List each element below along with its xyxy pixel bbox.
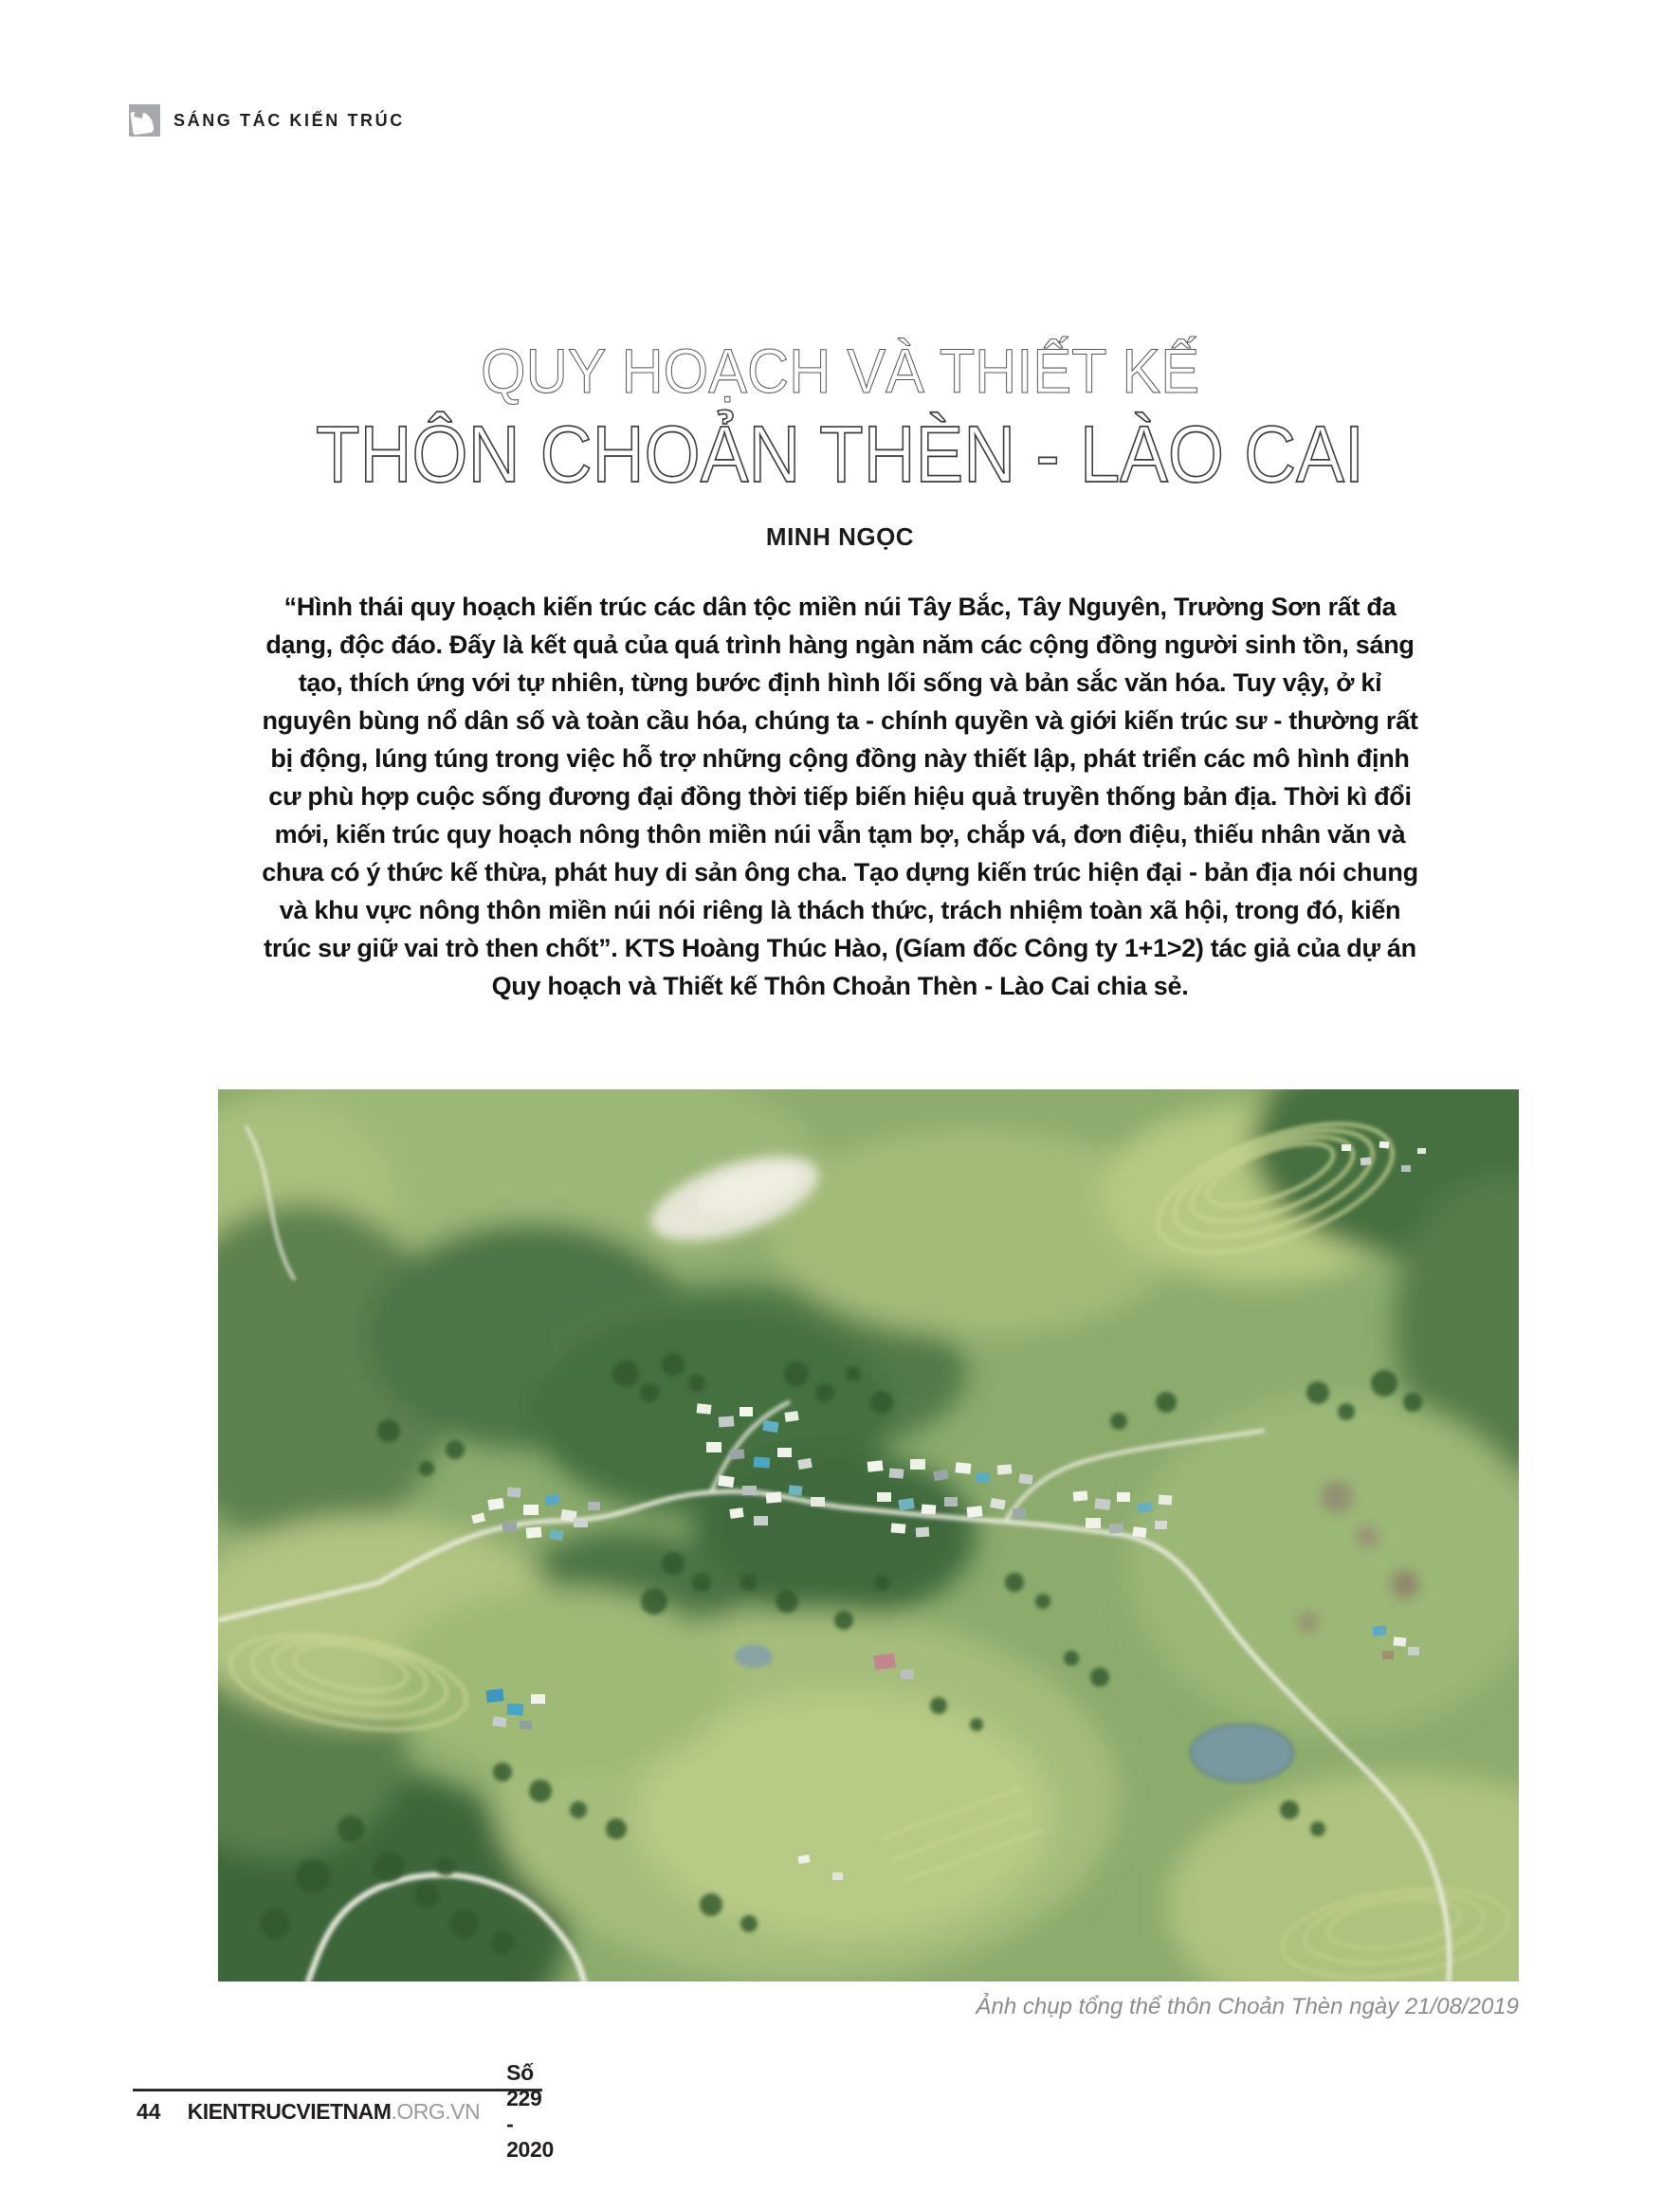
article-author: MINH NGỌC (765, 522, 915, 551)
page-footer (133, 2060, 555, 2162)
logo-notch-shape (134, 108, 144, 119)
article-title-line2: THÔN CHOẢN THÈN - LÀO CAI (316, 410, 1364, 499)
section-header (129, 104, 405, 137)
section-label: SÁNG TÁC KIẾN TRÚC (173, 110, 405, 130)
aerial-photo (218, 1089, 1519, 1982)
aerial-photo-art (218, 1089, 1519, 1982)
article-title-line1: QUY HOẠCH VÀ THIẾT KẾ (481, 336, 1199, 406)
article-title-block (0, 311, 1680, 510)
page-number: 44 (137, 2098, 161, 2124)
magazine-logo-icon (129, 104, 160, 137)
footer-issue: Số 229 - 2020 (506, 2060, 555, 2162)
article-quote: “Hình thái quy hoạch kiến trúc các dân tộc miền núi Tây Bắc, Tây Nguyên, Trường Sơn rất đa dạng, độc đáo. Đấy là kết quả của quá trình hàng ngàn năm các cộng đồng người sinh tồn, sáng tạo, thích ứng với tự nhiên, từng bước định hình lối sống và bản sắc văn hóa. Tuy vậy, ở kỉ nguyên bùng nổ dân số và toàn cầu hóa, chúng ta - chính quyền và giới kiến trúc sư - thường rất bị động, lúng túng trong việc hỗ trợ những cộng đồng này thiết lập, phát triển các mô hình định cư phù hợp cuộc sống đương đại đồng thời tiếp biến hiệu quả truyền thống bản địa. Thời kì đổi mới, kiến trúc quy hoạch nông thôn miền núi vẫn tạm bợ, chắp vá, đơn điệu, thiếu nhân văn và chưa có ý thức kế thừa, phát huy di sản ông cha. Tạo dựng kiến trúc hiện đại - bản địa nói chung và khu vực nông thôn miền núi nói riêng là thách thức, trách nhiệm toàn xã hội, trong đó, kiến trúc sư giữ vai trò then chốt”. KTS Hoàng Thúc Hào, (Gíam đốc Công ty 1+1>2) tác giả của dự án Quy hoạch và Thiết kế Thôn Choản Thèn - Lào Cai chia sẻ. (262, 593, 1418, 1000)
photo-caption: Ảnh chụp tổng thể thôn Choản Thèn ngày 21/08/2019 (976, 1994, 1519, 2019)
footer-brand-name: KIENTRUCVIETNAM (187, 2098, 392, 2124)
footer-brand (174, 2091, 493, 2131)
footer-brand-domain: .ORG.VN (391, 2098, 481, 2124)
